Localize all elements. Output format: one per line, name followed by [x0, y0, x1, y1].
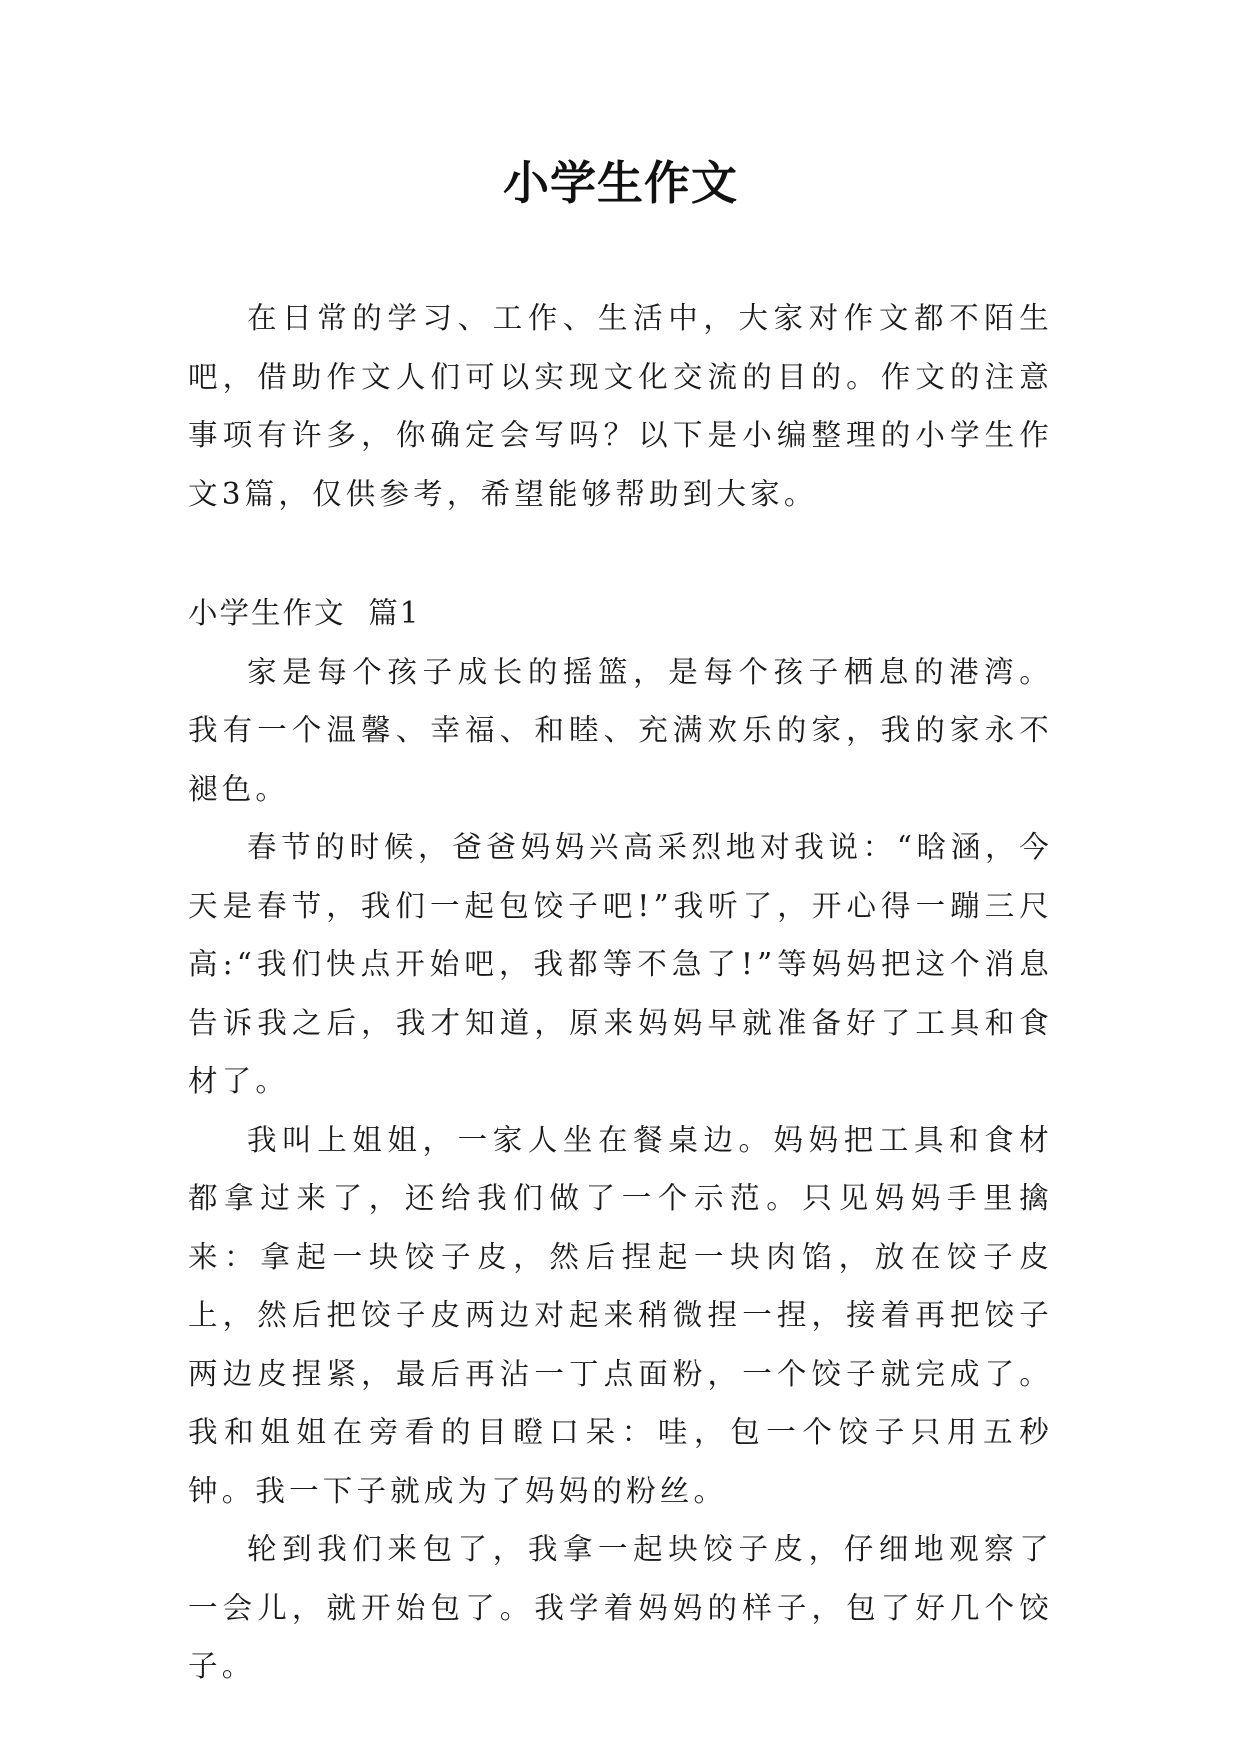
essay-paragraph: 轮到我们来包了，我拿一起块饺子皮，仔细地观察了一会儿，就开始包了。我学着妈妈的样子，包了好几个饺子。 — [188, 1532, 1053, 1683]
section-heading: 小学生作文 篇1 — [188, 596, 421, 630]
essay-paragraph: 家是每个孩子成长的摇篮，是每个孩子栖息的港湾。我有一个温馨、幸福、和睦、充满欢乐的家，我的家永不褪色。 — [188, 654, 1053, 806]
essay-paragraph: 我叫上姐姐，一家人坐在餐桌边。妈妈把工具和食材都拿过来了，还给我们做了一个示范。只见妈妈手里擒来：拿起一块饺子皮，然后捏起一块肉馅，放在饺子皮上，然后把饺子皮两边对起来稍微捏一捏，接着再把饺子两边皮捏紧，最后再沾一丁点面粉，一个饺子就完成了。我和姐姐在旁看的目瞪口呆：哇，包一个饺子只用五秒钟。我一下子就成为了妈妈的粉丝。 — [188, 1122, 1053, 1508]
document-title: 小学生作文 — [503, 156, 738, 210]
essay-paragraph: 春节的时候，爸爸妈妈兴高采烈地对我说：“晗涵，今天是春节，我们一起包饺子吧!”我听了，开心得一蹦三尺高:“我们快点开始吧，我都等不急了!”等妈妈把这个消息告诉我之后，我才知道，原来妈妈早就准备好了工具和食材了。 — [188, 830, 1053, 1098]
intro-block — [188, 289, 1053, 523]
intro-paragraph: 在日常的学习、工作、生活中，大家对作文都不陌生吧，借助作文人们可以实现文化交流的目的。作文的注意事项有许多，你确定会写吗？以下是小编整理的小学生作文3篇，仅供参考，希望能够帮助到大家。 — [188, 301, 1053, 511]
essay-section — [188, 584, 1053, 1696]
